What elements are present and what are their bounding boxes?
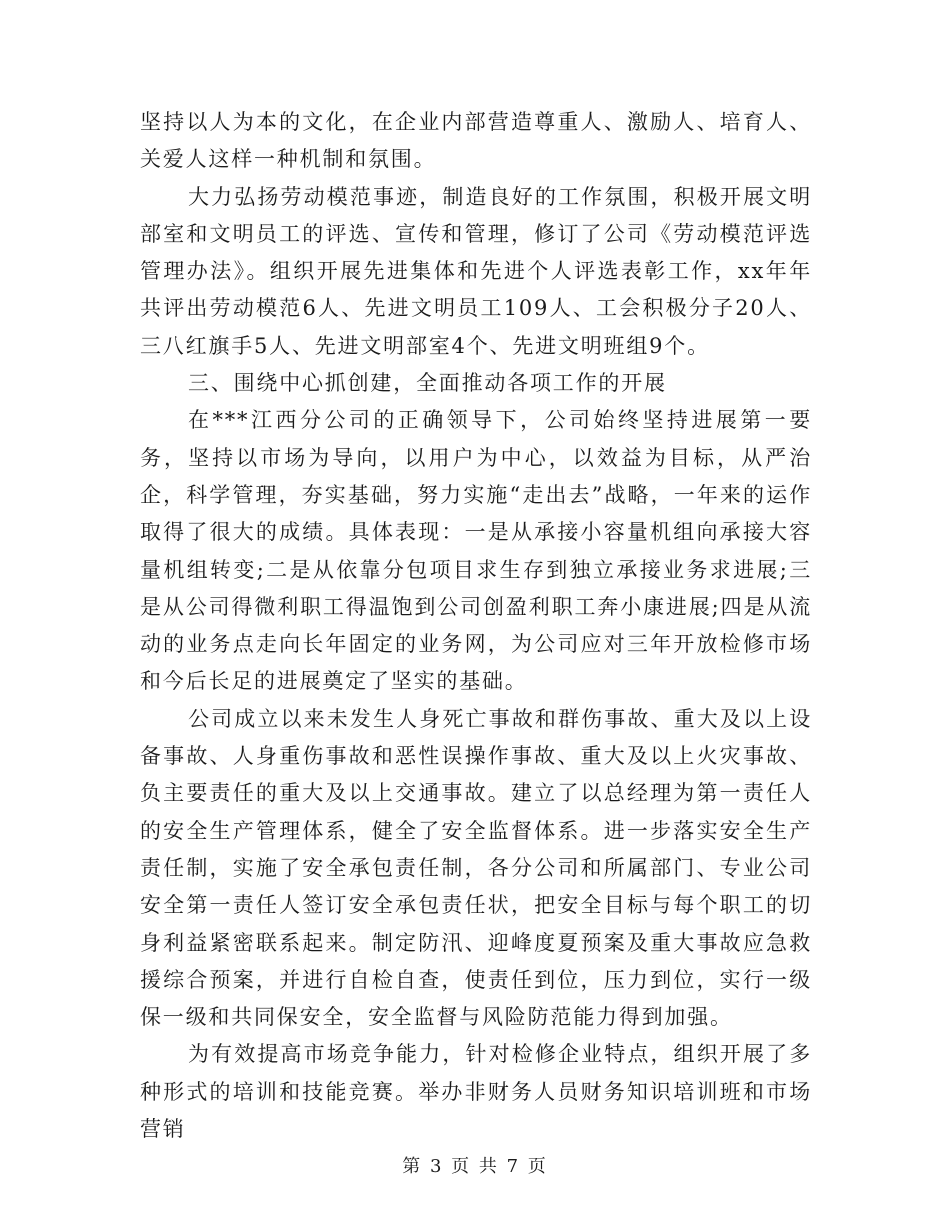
- paragraph-5: 为有效提高市场竞争能力，针对检修企业特点，组织开展了多种形式的培训和技能竞赛。举办非财务人员财务知识培训班和市场营销: [140, 1042, 812, 1142]
- section-heading: 三、围绕中心抓创建，全面推动各项工作的开展: [188, 371, 667, 396]
- paragraph-3: 在***江西分公司的正确领导下，公司始终坚持进展第一要务，坚持以市场为导向，以用户为中心，以效益为目标，从严治企，科学管理，夯实基础，努力实施“走出去”战略，一年来的运作取得了很大的成绩。具体表现：一是从承接小容量机组向承接大容量机组转变;二是从依靠分包项目求生存到独立承接业务求进展;三是从公司得微利职工得温饱到公司创盈利职工奔小康进展;四是从流动的业务点走向长年固定的业务网，为公司应对三年开放检修市场和今后长足的进展奠定了坚实的基础。: [140, 408, 812, 694]
- paragraph-4: 公司成立以来未发生人身死亡事故和群伤事故、重大及以上设备事故、人身重伤事故和恶性误操作事故、重大及以上火灾事故、负主要责任的重大及以上交通事故。建立了以总经理为第一责任人的安全生产管理体系，健全了安全监督体系。进一步落实安全生产责任制，实施了安全承包责任制，各分公司和所属部门、专业公司安全第一责任人签订安全承包责任状，把安全目标与每个职工的切身利益紧密联系起来。制定防汛、迎峰度夏预案及重大事故应急救援综合预案，并进行自检自查，使责任到位，压力到位，实行一级保一级和共同保安全，安全监督与风险防范能力得到加强。: [140, 706, 812, 1030]
- document-body: [140, 104, 812, 1148]
- paragraph-2: 大力弘扬劳动模范事迹，制造良好的工作氛围，积极开展文明部室和文明员工的评选、宣传和管理，修订了公司《劳动模范评选管理办法》。组织开展先进集体和先进个人评选表彰工作，xx年年共评出劳动模范6人、先进文明员工109人、工会积极分子20人、三八红旗手5人、先进文明部室4个、先进文明班组9个。: [140, 184, 812, 358]
- paragraph-1: 坚持以人为本的文化，在企业内部营造尊重人、激励人、培育人、关爱人这样一种机制和氛围。: [140, 110, 812, 172]
- page-number-footer: 第 3 页 共 7 页: [402, 1156, 548, 1177]
